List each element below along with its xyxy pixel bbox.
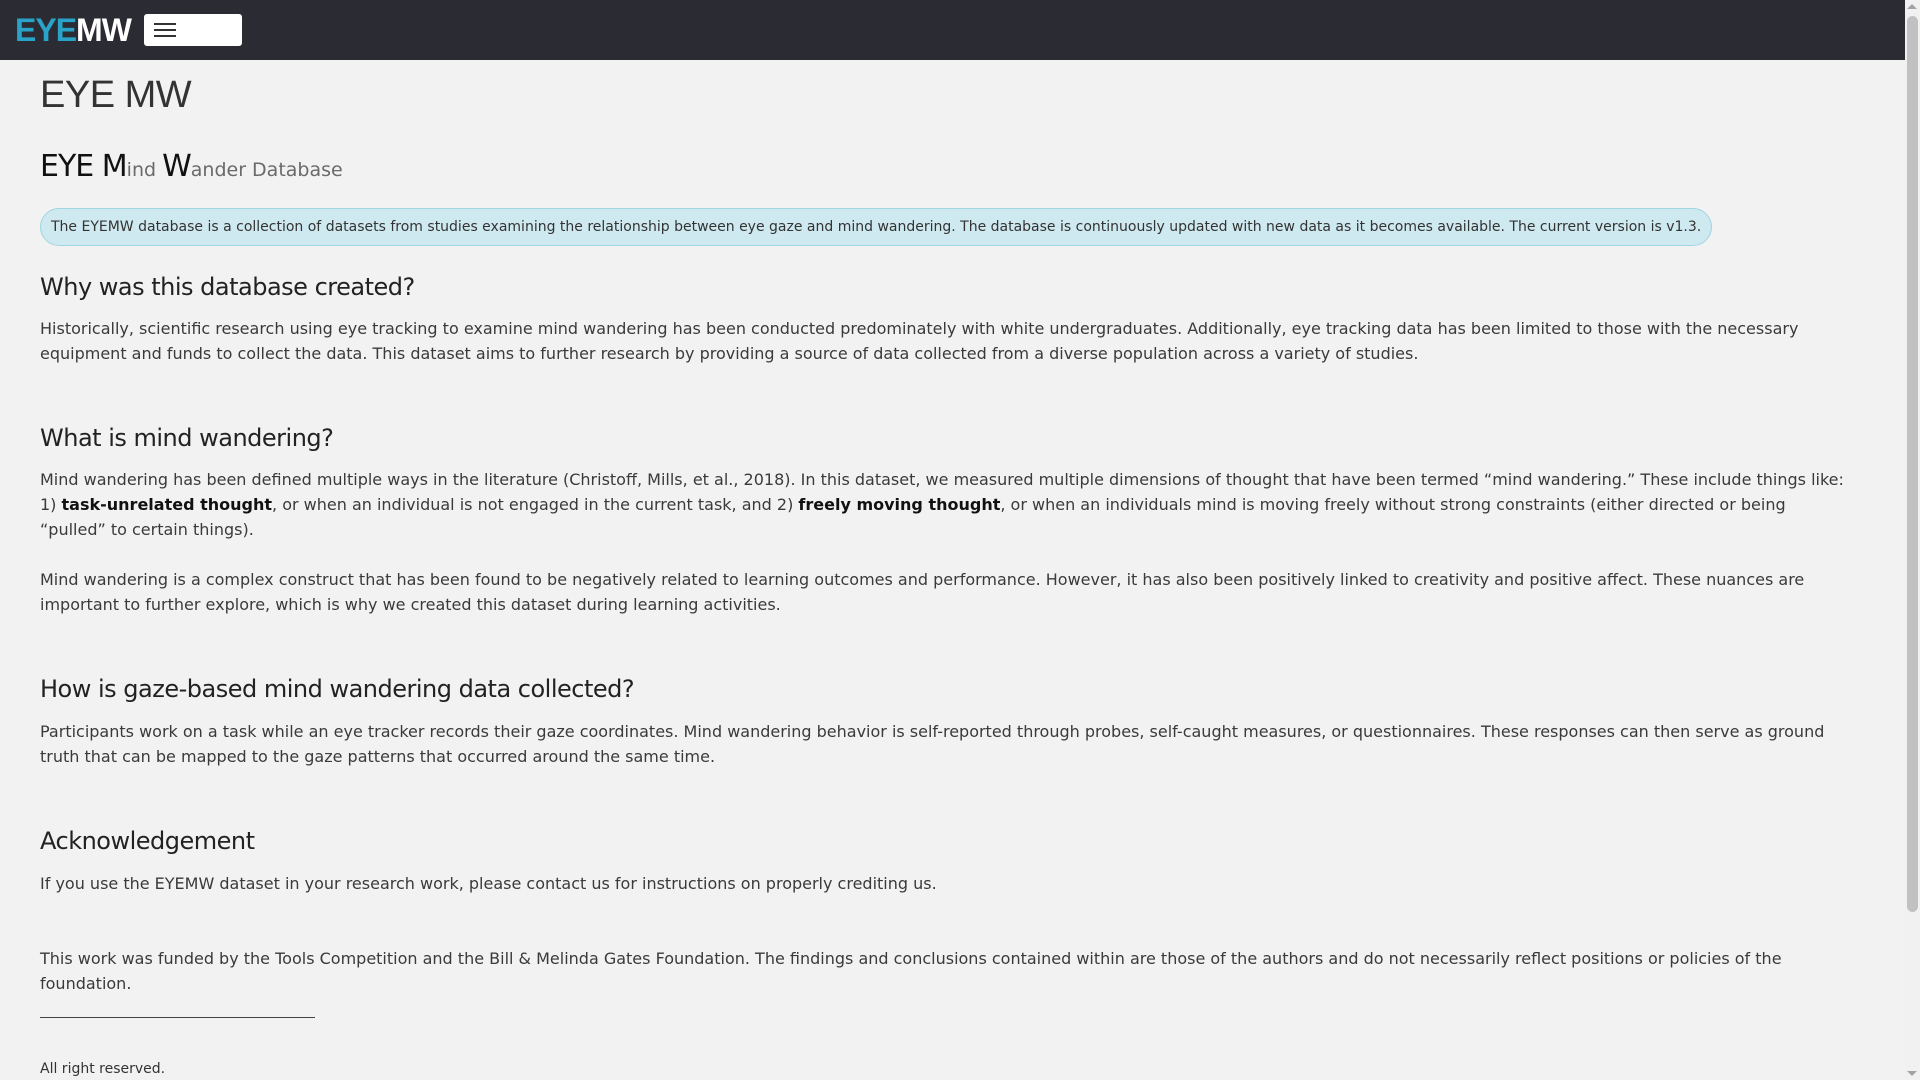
main-content [40,60,1850,1077]
subtitle-m: M [101,148,127,184]
subtitle-ind: ind [126,158,163,181]
version-info-alert: The EYEMW database is a collection of datasets from studies examining the relationship between eye gaze and mind wandering. The database is continuously updated with new data as it becomes available. The current version is v1.3. [40,208,1712,246]
what-text-1 [40,467,1850,542]
top-navbar [0,0,1905,60]
task-unrelated-term: task-unrelated thought [61,495,273,515]
what-text-1e: , or when an individuals mind is moving freely without strong constraints (either directed or being “pulled” to certain things). [40,495,1786,540]
freely-moving-term: freely moving thought [798,495,1001,515]
what-text-2: Mind wandering is a complex construct that has been found to be negatively related to learning outcomes and performance. However, it has also been positively linked to creativity and positive affect. These nuances are important to further explore, which is why we created this dataset during learning activities. [40,570,1805,615]
how-text: Participants work on a task while an eye tracker records their gaze coordinates. Mind wandering behavior is self-reported through probes, self-caught measures, or questionnaires. These responses can then serve as ground truth that can be mapped to the gaze patterns that occurred around the same time. [40,722,1825,767]
brand-logo[interactable] [15,14,131,46]
subtitle-eye: EYE [40,148,102,184]
scroll-down-icon[interactable] [1907,1071,1917,1076]
copyright-text: All right reserved. [40,1060,166,1077]
how-heading: How is gaze-based mind wandering data collected? [40,675,635,704]
acknowledgement-heading: Acknowledgement [40,827,255,856]
hamburger-icon [154,22,176,38]
footer-divider [40,1017,315,1018]
what-text-1a: Mind wandering has been defined multiple ways in the literature (Christoff, Mills, et al., 2018). In this dataset, we measured multiple dimensions of thought that have been termed “mind wandering.” These include things like: 1) [40,470,1844,515]
what-heading: What is mind wandering? [40,423,334,452]
brand-logo-eye: EYE [15,12,77,48]
why-text: Historically, scientific research using eye tracking to examine mind wandering has been conducted predominately with white undergraduates. Additionally, eye tracking data has been limited to those with the necessary equipment and funds to collect the data. This dataset aims to further research by providing a source of data collected from a diverse population across a variety of studies. [40,318,1799,363]
acknowledgement-text: If you use the EYEMW dataset in your research work, please contact us for instructions on properly crediting us. [40,873,937,893]
scroll-up-icon[interactable] [1907,4,1917,9]
what-text-1c: , or when an individual is not engaged in the current task, and 2) [272,495,799,515]
funding-text: This work was funded by the Tools Competition and the Bill & Melinda Gates Foundation. The findings and conclusions contained within are those of the authors and do not necessarily reflect positions or policies of the foundation. [40,948,1782,993]
page-subtitle [40,149,1850,185]
subtitle-ander: ander Database [190,158,343,181]
page-scrollbar[interactable] [1905,0,1920,1080]
why-heading: Why was this database created? [40,272,415,301]
brand-logo-mw: MW [76,12,131,48]
page-title: EYE MW [40,74,192,116]
scrollbar-thumb[interactable] [1907,16,1918,912]
subtitle-w: W [162,148,191,184]
menu-toggle-button[interactable] [144,14,242,46]
